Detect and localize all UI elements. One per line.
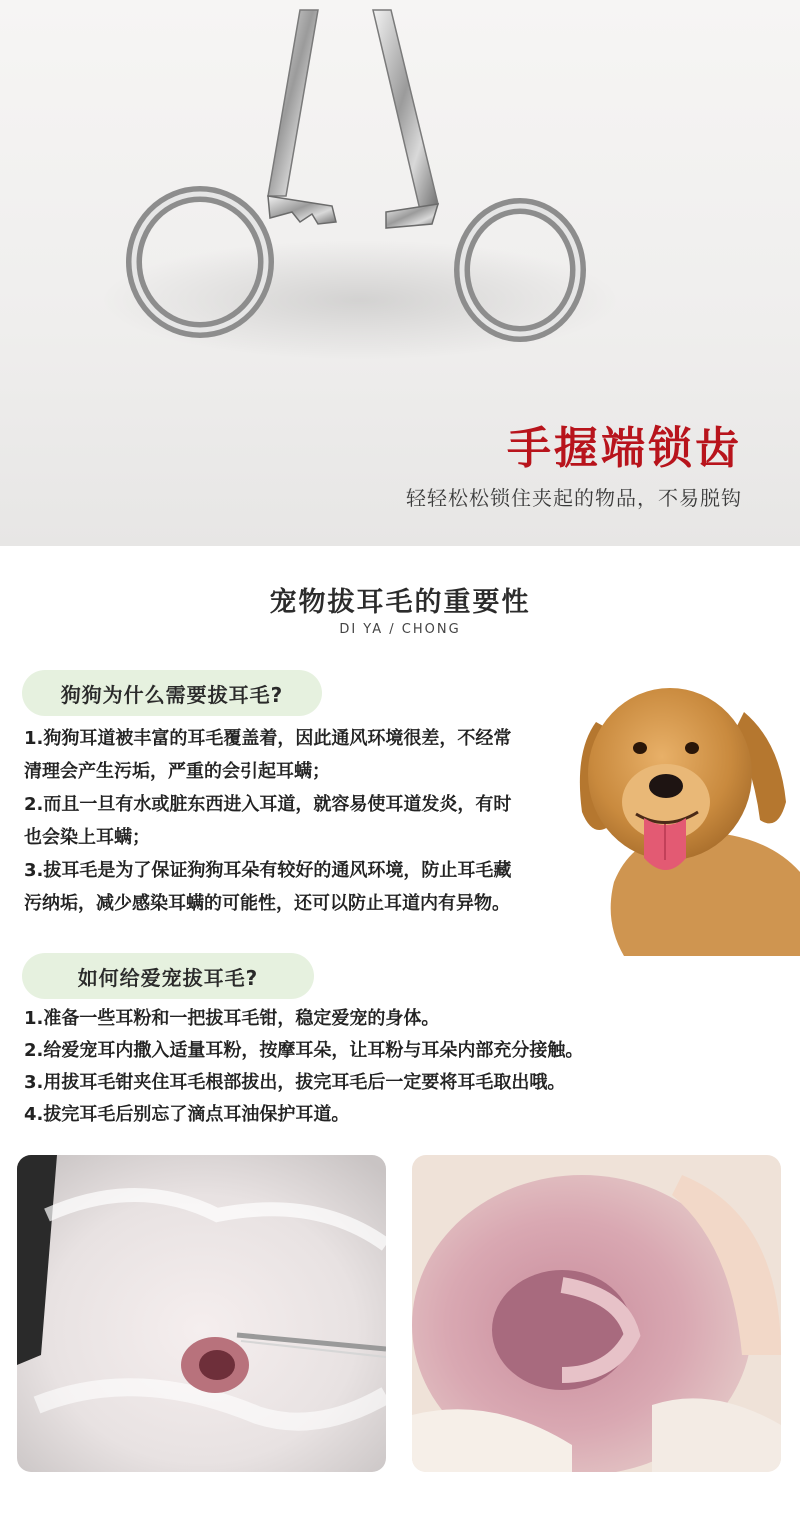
how-line: 1.准备一些耳粉和一把拔耳毛钳，稳定爱宠的身体。 [24,1008,440,1029]
how-heading-pill [22,953,314,999]
why-line: 也会染上耳螨； [24,827,150,848]
why-line: 清理会产生污垢，严重的会引起耳螨； [24,761,330,782]
ear-canal-closeup-photo [412,1155,781,1472]
why-line: 3.拔耳毛是为了保证狗狗耳朵有较好的通风环境，防止耳毛藏 [24,860,512,881]
how-heading: 如何给爱宠拔耳毛? [77,965,259,990]
why-heading-pill [22,670,322,716]
why-heading: 狗狗为什么需要拔耳毛? [60,682,284,707]
how-line: 3.用拔耳毛钳夹住耳毛根部拔出，拔完耳毛后一定要将耳毛取出哦。 [24,1072,566,1093]
how-line: 4.拔完耳毛后别忘了滴点耳油保护耳道。 [24,1104,350,1125]
section-subtitle: DI YA / CHONG [339,622,461,637]
section-title: 宠物拔耳毛的重要性 [269,587,531,618]
why-line: 2.而且一旦有水或脏东西进入耳道，就容易使耳道发炎，有时 [24,794,512,815]
why-line: 污纳垢，减少感染耳螨的可能性，还可以防止耳道内有异物。 [24,893,510,914]
how-line: 2.给爱宠耳内撒入适量耳粉，按摩耳朵，让耳粉与耳朵内部充分接触。 [24,1040,584,1061]
golden-retriever-photo [574,682,800,956]
why-line: 1.狗狗耳道被丰富的耳毛覆盖着，因此通风环境很差，不经常 [24,728,512,749]
fluffy-ear-with-forceps-photo [17,1155,386,1472]
hero-subtitle: 轻轻松松锁住夹起的物品，不易脱钩 [406,486,742,510]
why-paragraph [24,722,580,920]
how-paragraph [24,1003,664,1131]
hero-title: 手握端锁齿 [507,423,742,474]
hero-section [0,0,800,546]
